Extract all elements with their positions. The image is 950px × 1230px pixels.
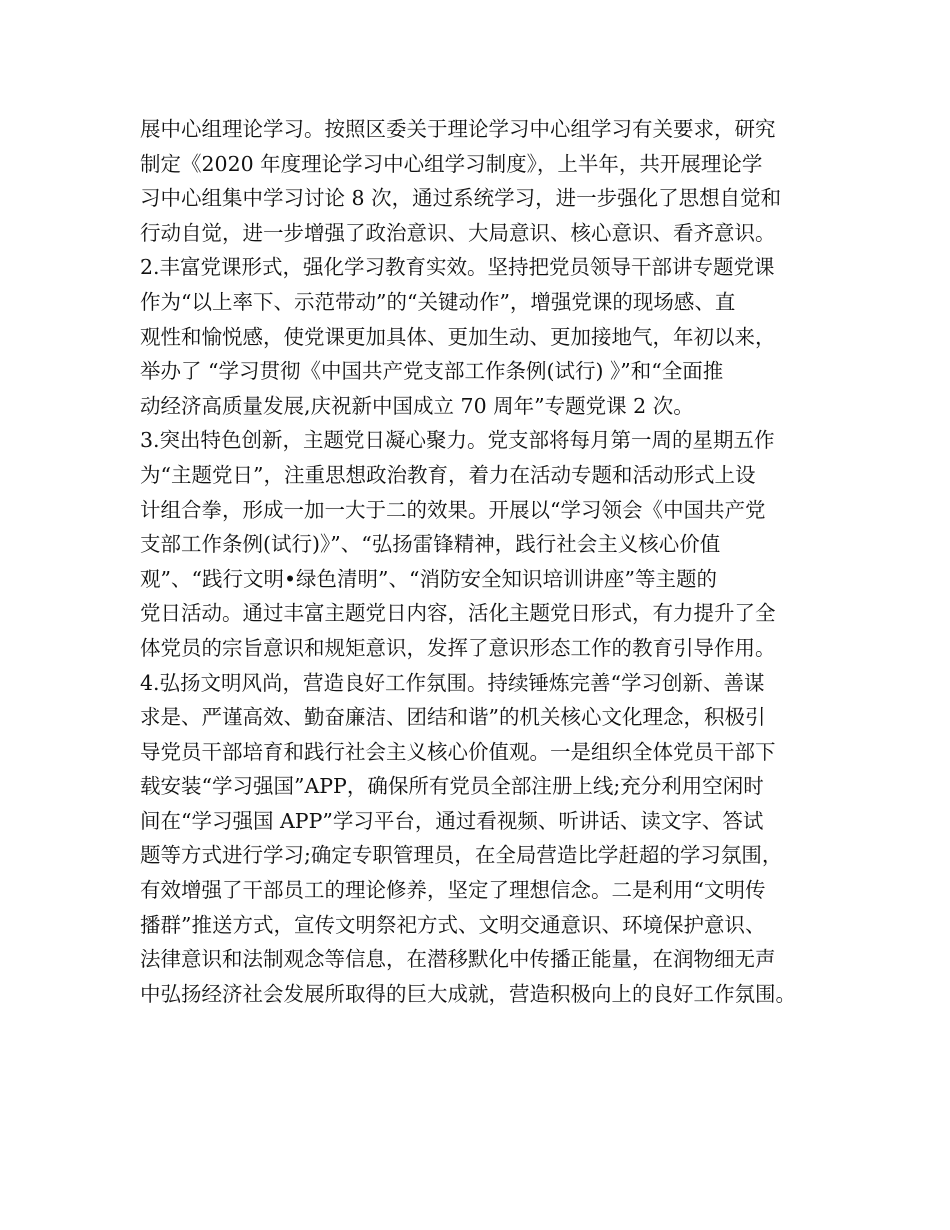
text-line: 动经济高质量发展,庆祝新中国成立 70 周年”专题党课 2 次。 [140, 393, 694, 418]
text-line: 求是、严谨高效、勤奋廉洁、团结和谐”的机关核心文化理念，积极引 [140, 705, 766, 730]
text-line: 党日活动。通过丰富主题党日内容，活化主题党日形式，有力提升了全 [140, 601, 776, 626]
text-line: 2.丰富党课形式，强化学习教育实效。坚持把党员领导干部讲专题党课 [140, 255, 775, 280]
text-line: 体党员的宗旨意识和规矩意识，发挥了意识形态工作的教育引导作用。 [140, 635, 776, 660]
text-line: 中弘扬经济社会发展所取得的巨大成就，营造积极向上的良好工作氛围。 [140, 981, 796, 1006]
text-line: 行动自觉，进一步增强了政治意识、大局意识、核心意识、看齐意识。 [140, 220, 776, 245]
body-text [140, 112, 830, 1011]
text-line: 观性和愉悦感，使党课更加具体、更加生动、更加接地气，年初以来， [140, 324, 776, 349]
text-line: 为“主题党日”，注重思想政治教育，着力在活动专题和活动形式上设 [140, 462, 756, 487]
text-line: 支部工作条例(试行)》”、“弘扬雷锋精神，践行社会主义核心价值 [140, 532, 721, 557]
text-line: 间在“学习强国 APP”学习平台，通过看视频、听讲话、读文字、答试 [140, 808, 764, 833]
text-line: 计组合拳，形成一加一大于二的效果。开展以“学习领会《中国共产党 [140, 497, 766, 522]
text-line: 3.突出特色创新，主题党日凝心聚力。党支部将每月第一周的星期五作 [140, 428, 775, 453]
text-line: 题等方式进行学习;确定专职管理员，在全局营造比学赶超的学习氛围， [140, 843, 783, 868]
text-line: 有效增强了干部员工的理论修养，坚定了理想信念。二是利用“文明传 [140, 878, 766, 903]
text-line: 展中心组理论学习。按照区委关于理论学习中心组学习有关要求，研究 [140, 117, 776, 141]
text-line: 制定《2020 年度理论学习中心组学习制度》，上半年，共开展理论学 [140, 151, 763, 176]
text-line: 举办了 “学习贯彻《中国共产党支部工作条例(试行) 》”和“全面推 [140, 359, 724, 384]
text-line: 习中心组集中学习讨论 8 次，通过系统学习，进一步强化了思想自觉和 [140, 186, 782, 211]
text-line: 载安装“学习强国”APP，确保所有党员全部注册上线;充分利用空闲时 [140, 774, 764, 799]
text-line: 法律意识和法制观念等信息，在潜移默化中传播正能量，在润物细无声 [140, 947, 776, 972]
text-line: 播群”推送方式，宣传文明祭祀方式、文明交通意识、环境保护意识、 [140, 912, 766, 937]
text-line: 作为“以上率下、示范带动”的“关键动作”，增强党课的现场感、直 [140, 289, 736, 314]
text-line: 导党员干部培育和践行社会主义核心价值观。一是组织全体党员干部下 [140, 739, 776, 764]
text-line: 4.弘扬文明风尚，营造良好工作氛围。持续锤炼完善“学习创新、善谋 [140, 670, 765, 695]
text-line: 观”、“践行文明•绿色清明”、“消防安全知识培训讲座”等主题的 [140, 566, 717, 591]
